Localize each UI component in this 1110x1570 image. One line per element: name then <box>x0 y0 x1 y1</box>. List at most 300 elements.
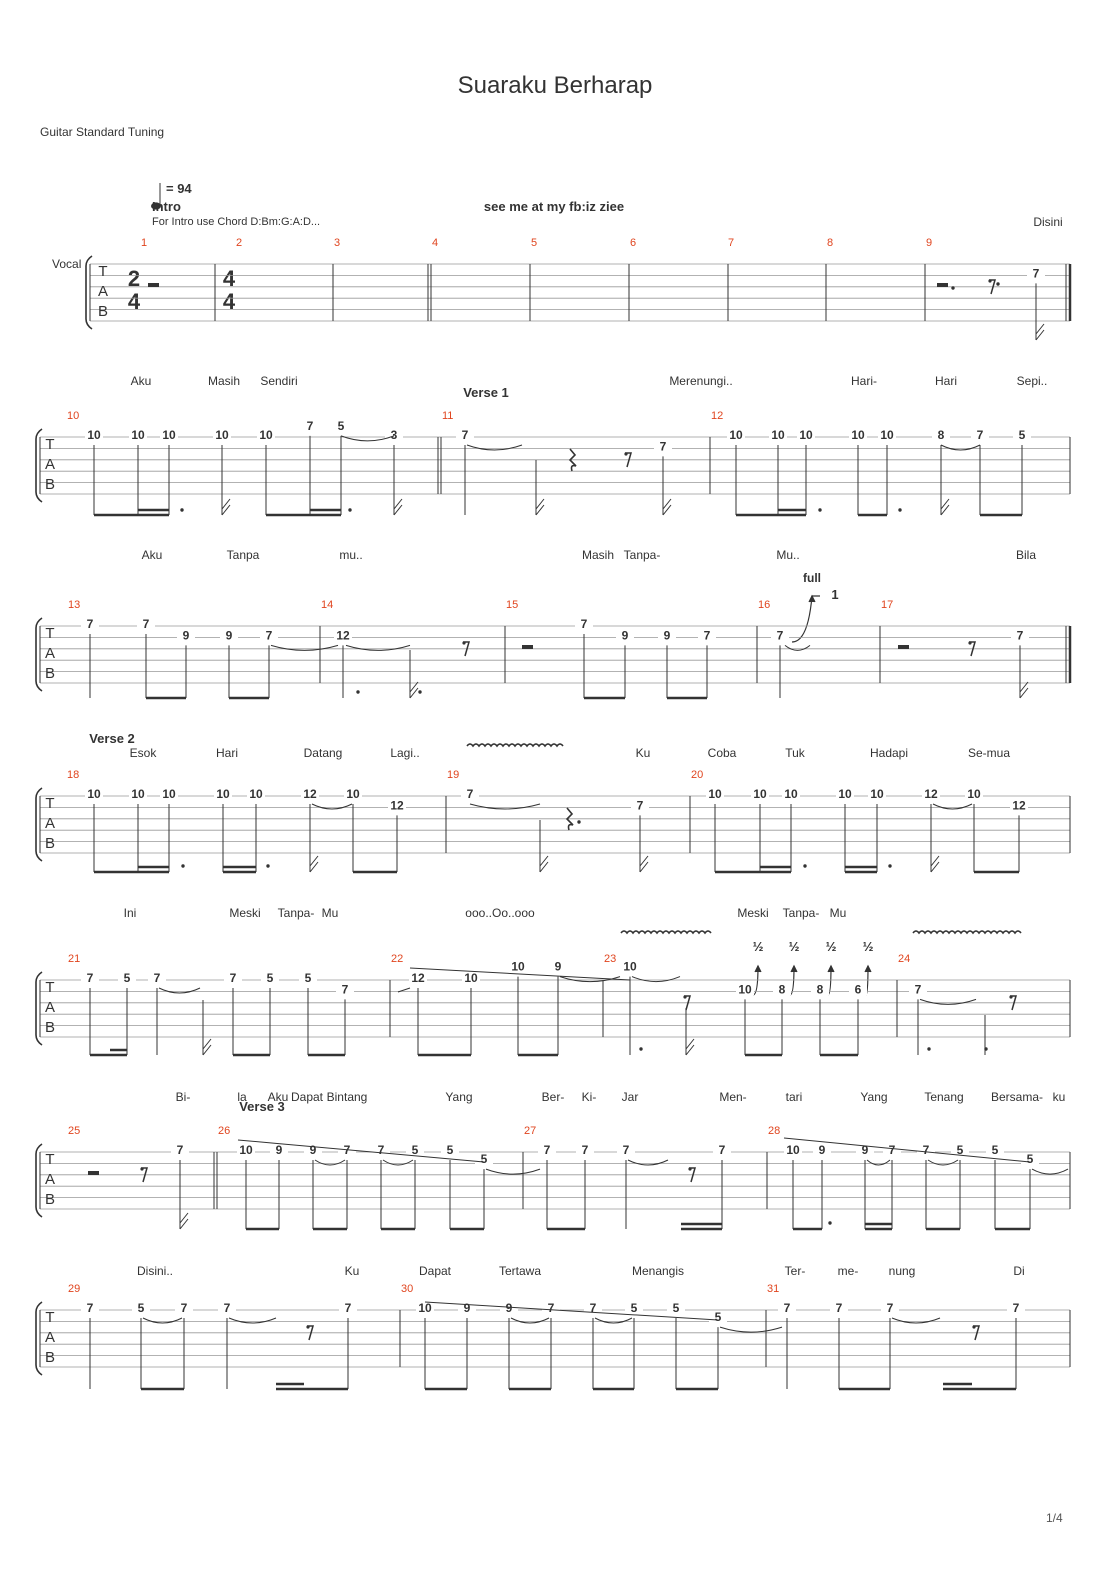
tab-letter-b: B <box>44 835 56 852</box>
fret-number: 7 <box>466 787 474 801</box>
lyric-word: Di <box>1013 1264 1025 1278</box>
rest-flag <box>1009 995 1012 998</box>
fret-number: 10 <box>784 787 798 801</box>
fret-number: 7 <box>622 1143 630 1157</box>
lyric-word: Disini.. <box>136 1264 174 1278</box>
fret-number: 10 <box>851 428 865 442</box>
tie-arc <box>467 445 522 450</box>
tie-arc <box>312 804 352 809</box>
rhythm-dot <box>996 282 999 285</box>
rest-flag <box>462 641 465 644</box>
fret-number: 9 <box>554 959 562 974</box>
note-flag <box>1036 330 1044 340</box>
lyric-word: Hari <box>215 746 239 760</box>
note-flag <box>663 499 671 509</box>
measure-number: 26 <box>218 1125 231 1137</box>
lyric-word: Bila <box>1015 548 1037 562</box>
lyric-word: Ter- <box>784 1264 806 1278</box>
lyric-word: Yang <box>445 1090 473 1104</box>
fret-number: 10 <box>771 428 785 442</box>
bend-half: ½ <box>788 939 800 954</box>
note-flag <box>941 505 949 515</box>
note-flag <box>410 688 418 698</box>
note-flag <box>203 1039 211 1049</box>
note-flag <box>536 505 544 515</box>
tab-letter-a: A <box>44 645 56 662</box>
note-flag <box>663 505 671 515</box>
tie-arc <box>867 1160 890 1165</box>
rhythm-dot <box>577 820 580 823</box>
lyric-word: Dapat <box>290 1090 324 1104</box>
fret-number: 7 <box>223 1301 231 1315</box>
fret-number: 5 <box>304 971 312 985</box>
lyric-word: Masih <box>207 374 241 388</box>
fret-number: 7 <box>703 628 711 643</box>
lyric-word: Tuk <box>785 746 805 760</box>
rhythm-dot <box>348 508 351 511</box>
time-sig-top: 4 <box>222 266 236 291</box>
tie-arc <box>632 977 680 982</box>
fret-number: 5 <box>337 418 345 433</box>
rhythm-dot <box>927 1047 930 1050</box>
tab-letter-t: T <box>45 795 55 812</box>
rest-flag <box>988 279 991 282</box>
fret-number: 9 <box>309 1143 317 1157</box>
tie-arc <box>941 445 980 450</box>
lyric-word: Bintang <box>326 1090 368 1104</box>
lyric-word: Bersama- <box>990 1090 1044 1104</box>
fret-number: 10 <box>786 1143 800 1157</box>
tab-letter-t: T <box>45 979 55 996</box>
fret-number: 7 <box>86 617 94 631</box>
fret-number: 10 <box>215 428 229 442</box>
measure-number: 31 <box>767 1283 780 1295</box>
rhythm-dot <box>888 864 891 867</box>
tab-letter-b: B <box>44 1019 56 1036</box>
bend-arrow <box>792 596 820 642</box>
lyric-word: Merenungi.. <box>669 374 733 388</box>
fret-number: 7 <box>659 439 667 454</box>
measure-number: 16 <box>758 599 771 611</box>
rest-flag <box>972 1325 975 1328</box>
rhythm-dot <box>951 286 954 289</box>
lyric-word: Tertawa <box>498 1264 542 1278</box>
fret-number: 10 <box>249 787 263 801</box>
tab-letter-t: T <box>45 436 55 453</box>
time-sig-bottom: 4 <box>127 289 141 314</box>
fret-number: 5 <box>446 1143 454 1157</box>
fret-number: 5 <box>672 1301 680 1315</box>
bend-half: ½ <box>752 939 764 954</box>
fret-number: 5 <box>480 1152 488 1167</box>
fret-number: 5 <box>1026 1152 1034 1167</box>
tab-letter-a: A <box>44 1171 56 1188</box>
lyric-word: Mu <box>321 906 339 920</box>
measure-number: 2 <box>236 237 243 249</box>
fret-number: 9 <box>275 1143 283 1157</box>
fret-number: 9 <box>621 628 629 643</box>
rhythm-dot <box>898 508 901 511</box>
note-flag <box>222 505 230 515</box>
tie-arc <box>486 1169 540 1174</box>
fret-number: 10 <box>464 971 478 985</box>
fret-number: 10 <box>738 982 752 997</box>
fret-number: 5 <box>956 1143 964 1157</box>
fret-number: 7 <box>776 628 784 643</box>
fret-number: 9 <box>663 628 671 643</box>
fret-number: 9 <box>861 1143 869 1157</box>
lyric-word: Aku <box>130 374 152 388</box>
measure-number: 29 <box>68 1283 81 1295</box>
tie-arc <box>928 1160 958 1165</box>
bend-arrowhead <box>809 596 815 602</box>
half-rest <box>148 283 159 287</box>
lyric-word: Ku <box>635 746 651 760</box>
fret-number: 10 <box>346 787 360 801</box>
bend-half: ½ <box>825 939 837 954</box>
lyric-word: Tenang <box>924 1090 964 1104</box>
lyric-word: Disini <box>1033 215 1063 229</box>
lyric-word: Yang <box>860 1090 888 1104</box>
lyric-word: Mu.. <box>776 548 800 562</box>
fret-number: 3 <box>390 428 398 442</box>
rhythm-dot <box>828 1221 831 1224</box>
measure-number: 28 <box>768 1125 781 1137</box>
lyric-word: Masih <box>581 548 615 562</box>
tie-arc <box>892 1318 940 1323</box>
fret-number: 7 <box>580 617 588 631</box>
tab-letter-b: B <box>44 1349 56 1366</box>
system-bracket <box>36 429 42 502</box>
fret-number: 10 <box>87 428 101 442</box>
fret-number: 10 <box>239 1143 253 1157</box>
fret-number: 7 <box>86 1301 94 1315</box>
lyric-word: Ki- <box>581 1090 597 1104</box>
measure-number: 14 <box>321 599 334 611</box>
system-bracket <box>36 1144 42 1217</box>
fret-number: 5 <box>123 971 131 985</box>
lyric-word: mu.. <box>339 548 363 562</box>
tie-arc <box>1032 1169 1068 1174</box>
vibrato-mark <box>467 744 563 746</box>
fret-number: 7 <box>180 1301 188 1315</box>
fret-number: 10 <box>967 787 981 801</box>
note-flag <box>310 862 318 872</box>
lyric-word: Coba <box>707 746 737 760</box>
fret-number: 7 <box>922 1143 930 1157</box>
rest-flag <box>306 1325 309 1328</box>
tie-arc <box>315 1160 345 1165</box>
fret-number: 9 <box>463 1301 471 1315</box>
fret-number: 7 <box>142 617 150 631</box>
time-sig-bottom: 4 <box>222 289 236 314</box>
lyric-word: la <box>237 1090 247 1104</box>
fret-number: 8 <box>816 982 824 997</box>
lyric-word: Sendiri <box>260 374 298 388</box>
tie-arc <box>470 804 540 809</box>
track-name: Vocal <box>52 257 82 271</box>
fret-number: 7 <box>1016 628 1024 643</box>
measure-number: 1 <box>141 237 148 249</box>
tie-arc <box>346 645 410 650</box>
tab-letter-t: T <box>45 1151 55 1168</box>
lyric-word: Ku <box>344 1264 360 1278</box>
fb-note: see me at my fb:iz ziee <box>483 199 625 214</box>
note-flag <box>394 505 402 515</box>
fret-number: 10 <box>729 428 743 442</box>
fret-number: 10 <box>838 787 852 801</box>
measure-number: 4 <box>432 237 439 249</box>
rhythm-dot <box>803 864 806 867</box>
fret-number: 7 <box>589 1301 597 1315</box>
vibrato-mark <box>913 931 1021 933</box>
lyric-word: Mu <box>829 906 847 920</box>
lyric-word: Ini <box>123 906 137 920</box>
rest-flag <box>688 1167 691 1170</box>
fret-number: 7 <box>176 1143 184 1157</box>
lyric-word: Meski <box>737 906 769 920</box>
note-flag <box>540 862 548 872</box>
fret-number: 7 <box>636 798 644 813</box>
fret-number: 8 <box>778 982 786 997</box>
measure-number: 22 <box>391 953 404 965</box>
lyric-word: Esok <box>129 746 157 760</box>
fret-number: 10 <box>418 1301 432 1315</box>
fret-number: 7 <box>547 1301 555 1315</box>
measure-number: 21 <box>68 953 81 965</box>
fret-number: 12 <box>411 971 425 985</box>
tie-arc <box>720 1327 782 1332</box>
fret-number: 7 <box>718 1143 726 1157</box>
measure-number: 25 <box>68 1125 81 1137</box>
lyric-word: Men- <box>719 1090 747 1104</box>
intro-chord-note: For Intro use Chord D:Bm:G:A:D... <box>152 216 321 228</box>
tuning-label: Guitar Standard Tuning <box>40 125 165 139</box>
system-bracket <box>86 256 92 329</box>
rhythm-dot <box>181 864 184 867</box>
rhythm-dot <box>180 508 183 511</box>
bend-arrowhead <box>828 966 834 972</box>
measure-number: 3 <box>334 237 341 249</box>
system-bracket <box>36 972 42 1045</box>
lyric-word: Sepi.. <box>1016 374 1048 388</box>
tab-letter-t: T <box>45 625 55 642</box>
tempo-marking: = 94 <box>166 181 192 196</box>
fret-number: 8 <box>937 428 945 442</box>
tie-arc <box>229 1318 276 1323</box>
note-flag <box>686 1045 694 1055</box>
fret-number: 12 <box>924 787 938 801</box>
fret-number: 7 <box>306 418 314 433</box>
tie-arc <box>511 1318 549 1323</box>
fret-number: 12 <box>1012 798 1026 813</box>
fret-number: 10 <box>87 787 101 801</box>
tie-arc <box>628 1160 668 1165</box>
lyric-word: Jar <box>621 1090 639 1104</box>
tab-letter-a: A <box>97 283 109 300</box>
fret-number: 7 <box>265 628 273 643</box>
note-flag <box>931 862 939 872</box>
lyric-word: Tanpa- <box>623 548 661 562</box>
measure-number: 7 <box>728 237 735 249</box>
lyric-word: nung <box>888 1264 916 1278</box>
tab-letter-t: T <box>45 1309 55 1326</box>
fret-number: 7 <box>543 1143 551 1157</box>
fret-number: 7 <box>344 1301 352 1315</box>
fret-number: 7 <box>461 428 469 442</box>
fret-number: 10 <box>162 787 176 801</box>
measure-number: 24 <box>898 953 911 965</box>
system-bracket <box>36 1302 42 1375</box>
lyric-word: Bi- <box>175 1090 191 1104</box>
note-flag <box>180 1219 188 1229</box>
fret-number: 7 <box>976 428 984 442</box>
bend-arrowhead <box>791 966 797 972</box>
note-flag <box>310 856 318 866</box>
fret-number: 5 <box>1018 428 1026 442</box>
tab-letter-b: B <box>44 665 56 682</box>
section-verse-3: Verse 3 <box>239 1099 285 1114</box>
lyric-word: Hadapi <box>869 746 909 760</box>
rhythm-dot <box>356 690 359 693</box>
lyric-word: ooo..Oo..ooo <box>465 906 535 920</box>
measure-number: 5 <box>531 237 538 249</box>
bend-full: full <box>803 571 821 585</box>
fret-number: 10 <box>870 787 884 801</box>
tab-letter-t: T <box>98 263 108 280</box>
bend-arrowhead <box>865 966 871 972</box>
note-flag <box>394 499 402 509</box>
measure-number: 13 <box>68 599 81 611</box>
tie-arc <box>383 1160 413 1165</box>
fret-number: 7 <box>377 1143 385 1157</box>
bend-half: ½ <box>862 939 874 954</box>
rhythm-dot <box>266 864 269 867</box>
fret-number: 9 <box>225 628 233 643</box>
measure-number: 23 <box>604 953 617 965</box>
section-verse-1: Verse 1 <box>463 385 509 400</box>
time-sig-top: 2 <box>127 266 141 291</box>
fret-number: 12 <box>303 787 317 801</box>
fret-number: 7 <box>1012 1301 1020 1315</box>
tab-letter-b: B <box>44 1191 56 1208</box>
measure-number: 17 <box>881 599 894 611</box>
measure-number: 6 <box>630 237 637 249</box>
fret-number: 10 <box>131 787 145 801</box>
rest-flag <box>683 995 686 998</box>
rhythm-dot <box>418 690 421 693</box>
tab-letter-a: A <box>44 999 56 1016</box>
fret-number: 5 <box>630 1301 638 1315</box>
measure-number: 8 <box>827 237 834 249</box>
bend-arrowhead <box>755 966 761 972</box>
note-flag <box>941 499 949 509</box>
page-title: Suaraku Berharap <box>457 72 653 99</box>
tie-arc <box>785 645 810 650</box>
half-rest <box>88 1171 99 1175</box>
lyric-word: Hari- <box>851 374 877 388</box>
tab-letter-b: B <box>97 303 109 320</box>
measure-number: 18 <box>67 769 80 781</box>
measure-number: 27 <box>524 1125 537 1137</box>
fret-number: 10 <box>162 428 176 442</box>
tie-arc <box>595 1318 632 1323</box>
page-number: 1/4 <box>1046 1511 1063 1525</box>
fret-number: 9 <box>505 1301 513 1315</box>
lyric-word: ku <box>1052 1090 1066 1104</box>
fret-number: 10 <box>880 428 894 442</box>
lyric-word: Tanpa- <box>277 906 315 920</box>
lyric-word: Tanpa <box>226 548 260 562</box>
fret-number: 10 <box>623 959 637 974</box>
system-bracket <box>36 788 42 861</box>
note-flag <box>536 499 544 509</box>
lyric-word: Menangis <box>631 1264 685 1278</box>
note-flag <box>1020 682 1028 692</box>
lyric-word: Meski <box>229 906 261 920</box>
fret-number: 10 <box>216 787 230 801</box>
rest-flag <box>140 1167 143 1170</box>
note-flag <box>640 856 648 866</box>
fret-number: 9 <box>182 628 190 643</box>
fret-number: 7 <box>581 1143 589 1157</box>
lyric-word: Lagi.. <box>390 746 420 760</box>
fret-number: 5 <box>714 1310 722 1325</box>
fret-number: 7 <box>229 971 237 985</box>
note-flag <box>410 682 418 692</box>
lyric-word: tari <box>785 1090 803 1104</box>
fret-number: 7 <box>886 1301 894 1315</box>
fret-number: 5 <box>411 1143 419 1157</box>
fret-number: 7 <box>914 982 922 997</box>
tab-letter-a: A <box>44 456 56 473</box>
note-flag <box>203 1045 211 1055</box>
section-verse-2: Verse 2 <box>89 731 135 746</box>
section-intro: Intro <box>152 199 181 214</box>
tie-arc <box>159 988 200 993</box>
system-bracket <box>36 618 42 691</box>
tab-letter-a: A <box>44 1329 56 1346</box>
fret-number: 7 <box>783 1301 791 1315</box>
tab-letter-a: A <box>44 815 56 832</box>
fret-number: 10 <box>511 959 525 974</box>
measure-number: 10 <box>67 410 80 422</box>
note-flag <box>686 1039 694 1049</box>
note-flag <box>222 499 230 509</box>
fret-number: 9 <box>818 1143 826 1157</box>
rhythm-dot <box>818 508 821 511</box>
measure-number: 15 <box>506 599 519 611</box>
note-flag <box>1036 324 1044 334</box>
measure-number: 30 <box>401 1283 414 1295</box>
tie-arc <box>933 804 972 809</box>
fret-number: 5 <box>991 1143 999 1157</box>
fret-number: 6 <box>854 982 862 997</box>
rest-flag <box>624 452 627 455</box>
fret-number: 10 <box>259 428 273 442</box>
measure-number: 20 <box>691 769 704 781</box>
lyric-word: Datang <box>303 746 343 760</box>
lyric-word: Aku <box>267 1090 289 1104</box>
measure-number: 19 <box>447 769 460 781</box>
tie-arc <box>271 645 338 650</box>
half-rest <box>522 645 533 649</box>
measure-number: 9 <box>926 237 933 249</box>
fret-number: 5 <box>137 1301 145 1315</box>
note-flag <box>640 862 648 872</box>
fret-number: 7 <box>835 1301 843 1315</box>
lyric-word: Aku <box>141 548 163 562</box>
